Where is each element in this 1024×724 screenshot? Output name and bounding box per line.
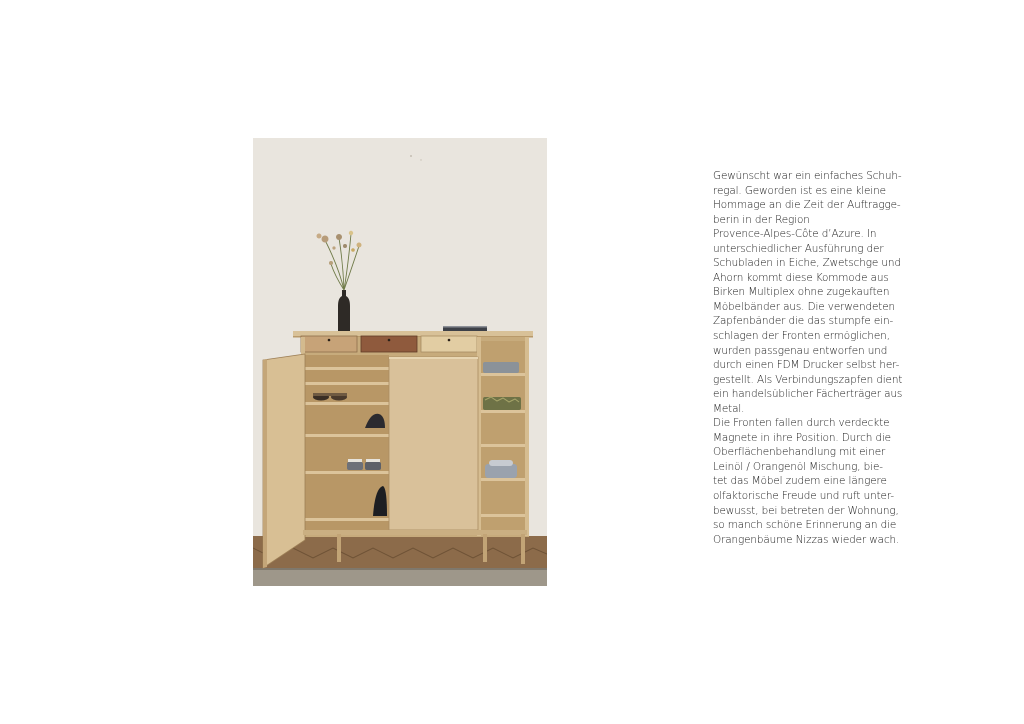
left-door — [263, 354, 305, 568]
text-line: olfaktorische Freude und ruft unter- — [713, 490, 894, 503]
center-door — [389, 357, 478, 530]
text-line: bewusst, bei betreten der Wohnung, — [713, 504, 899, 517]
description-text — [713, 169, 928, 547]
text-line: Hommage an die Zeit der Auftragge- — [713, 199, 901, 212]
text-line: Möbelbänder aus. Die verwendeten — [713, 300, 895, 313]
drawer-maple — [421, 336, 477, 352]
text-line: Leinöl / Orangenöl Mischung, bie- — [713, 460, 883, 473]
text-line: schlagen der Fronten ermöglichen, — [713, 330, 890, 343]
text-line: Ahorn kommt diese Kommode aus — [713, 271, 889, 284]
text-line: Birken Multiplex ohne zugekauften — [713, 286, 890, 299]
text-line: gestellt. Als Verbindungszapfen dient — [713, 373, 903, 386]
rug — [253, 568, 547, 586]
text-line: Gewünscht war ein einfaches Schuh- — [713, 170, 902, 182]
text-line: Magnete in ihre Position. Durch die — [713, 431, 891, 444]
text-line: Zapfenbänder die das stumpfe ein- — [713, 315, 894, 328]
text-line: Oberflächenbehandlung mit einer — [713, 446, 886, 459]
text-line: wurden passgenau entworfen und — [713, 344, 888, 357]
drawer-oak — [301, 336, 357, 352]
text-line: regal. Geworden ist es eine kleine — [713, 184, 886, 197]
text-line: Metal. — [713, 402, 745, 415]
drawer-plum — [361, 336, 417, 352]
text-line: berin in der Region — [713, 213, 810, 226]
text-line: so manch schöne Erinnerung an die — [713, 519, 897, 532]
text-line: tet das Möbel zudem eine längere — [713, 475, 887, 488]
text-line: unterschiedlicher Ausführung der — [713, 242, 884, 255]
text-line: Die Fronten fallen durch verdeckte — [713, 417, 890, 430]
text-line: Provence-Alpes-Côte d’Azure. In — [713, 228, 877, 241]
text-line: Schubladen in Eiche, Zwetschge und — [713, 257, 901, 270]
text-line: Orangenbäume Nizzas wieder wach. — [713, 533, 900, 546]
text-line: durch einen FDM Drucker selbst her- — [713, 359, 900, 372]
cabinet-photo — [253, 138, 547, 586]
text-line: ein handelsüblicher Fächerträger aus — [713, 388, 903, 401]
